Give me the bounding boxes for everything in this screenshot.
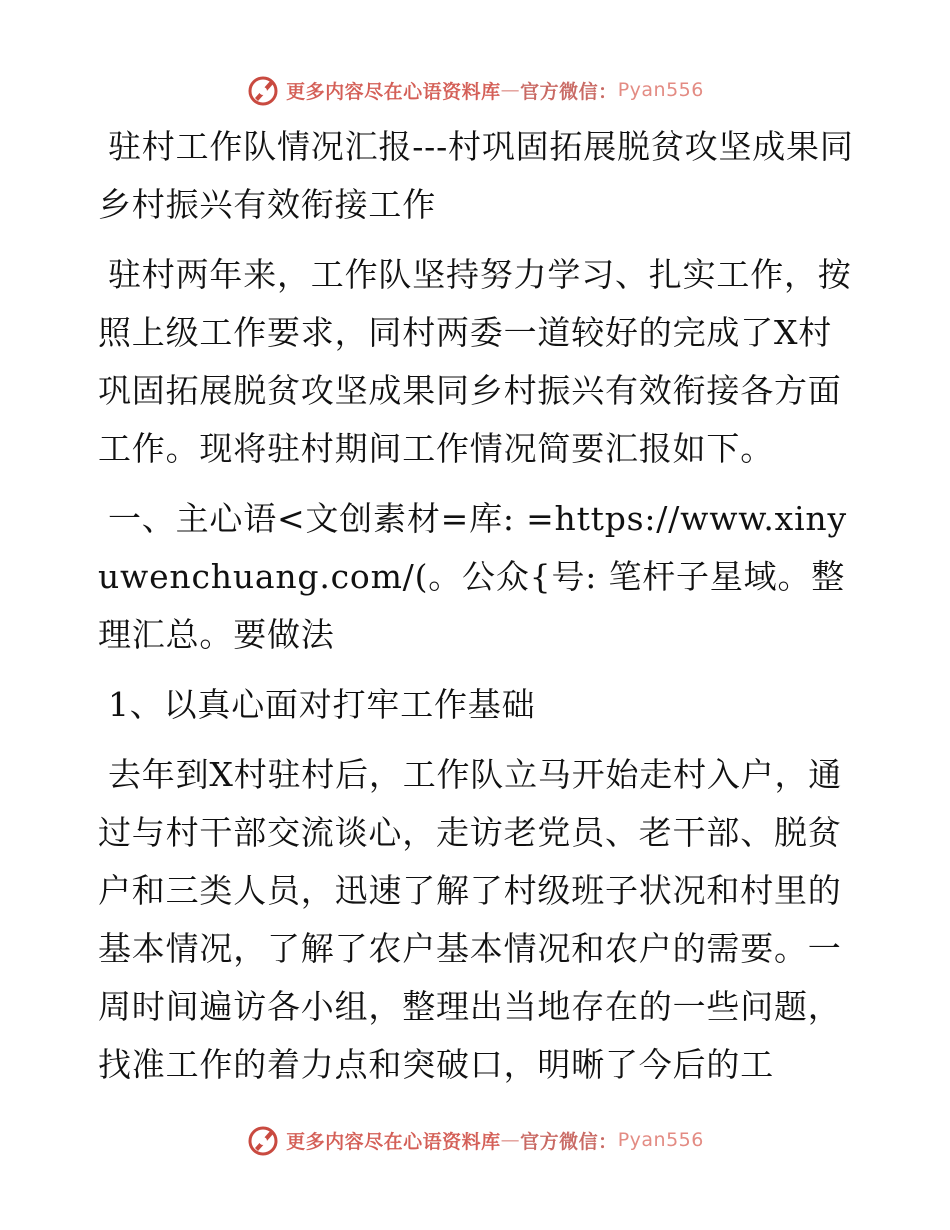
header-watermark-banner <box>0 70 950 110</box>
banner-dash: — <box>500 1129 521 1151</box>
footer-watermark-banner <box>0 1120 950 1160</box>
document-body <box>98 118 858 1106</box>
section-heading-1: 一、主心语<文创素材=库: =https://www.xinyuwenchuang.com/(。公众{号: 笔杆子星域。整理汇总。要做法 <box>98 499 847 654</box>
paragraph-body: 去年到X村驻村后，工作队立马开始走村入户，通过与村干部交流谈心，走访老党员、老干部、脱贫户和三类人员，迅速了解了村级班子状况和村里的基本情况，了解了农户基本情况和农户的需要。一周时间遍访各小组，整理出当地存在的一些问题，找准工作的着力点和突破口，明晰了今后的工 <box>98 755 843 1084</box>
paragraph-intro: 驻村两年来，工作队坚持努力学习、扎实工作，按照上级工作要求，同村两委一道较好的完成了X村巩固拓展脱贫攻坚成果同乡村振兴有效衔接各方面工作。现将驻村期间工作情况简要汇报如下。 <box>98 255 852 468</box>
banner-wechat-id: Pyan556 <box>617 79 704 101</box>
banner-official-label: 官方微信： <box>520 1130 618 1153</box>
banner-main-text: 更多内容尽在心语资料库 <box>286 80 501 103</box>
banner-main-text: 更多内容尽在心语资料库 <box>286 1130 501 1153</box>
subsection-heading-1: 1、以真心面对打牢工作基础 <box>108 685 536 724</box>
banner-official-label: 官方微信： <box>520 80 618 103</box>
banner-dash: — <box>500 79 521 101</box>
banner-wechat-id: Pyan556 <box>617 1129 704 1151</box>
quill-logo-icon <box>246 73 280 107</box>
document-title: 驻村工作队情况汇报---村巩固拓展脱贫攻坚成果同乡村振兴有效衔接工作 <box>98 127 854 224</box>
quill-logo-icon <box>246 1123 280 1157</box>
